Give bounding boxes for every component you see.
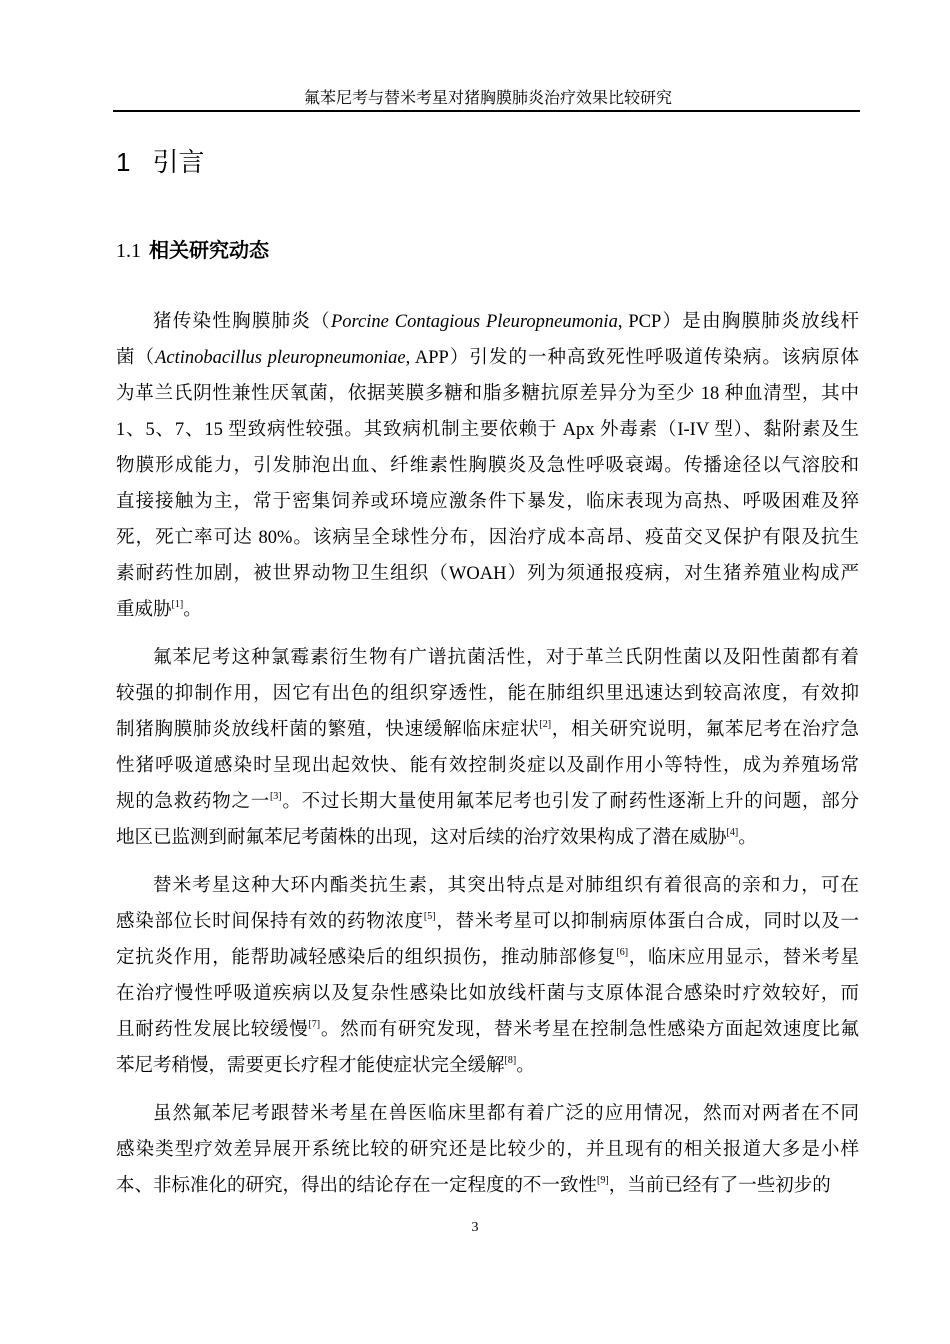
text-line: [116, 376, 859, 412]
text-line: [116, 940, 859, 976]
citation-ref: [9]: [597, 1175, 609, 1186]
page-number: 3: [471, 1220, 479, 1235]
text-run: 为革兰氏阴性兼性厌氧菌，依据荚膜多糖和脂多糖抗原差异分为至少 18 种血清型，其中: [116, 384, 859, 404]
text-run: 性猪呼吸道感染时呈现出起效快、能有效控制炎症以及副作用小等特性，成为养殖场常: [116, 756, 859, 776]
text-line: [116, 304, 859, 340]
text-line: [116, 1096, 859, 1132]
section-title: 相关研究动态: [149, 238, 269, 262]
citation-ref: [2]: [539, 719, 552, 730]
text-run: , APP）引发的一种高致死性呼吸道传染病。该病原体: [405, 348, 859, 368]
text-run: 死，死亡率可达 80%。该病呈全球性分布，因治疗成本高昂、疫苗交叉保护有限及抗生: [116, 528, 859, 548]
text-line: [116, 640, 859, 676]
text-run: 。: [516, 1056, 535, 1076]
section-number: 1.1: [116, 240, 141, 262]
text-line: [116, 904, 859, 940]
citation-ref: [8]: [504, 1055, 517, 1066]
paragraph: [116, 1096, 859, 1204]
text-line: [116, 1132, 859, 1168]
chapter-heading: [116, 145, 204, 180]
chapter-title: 引言: [152, 148, 205, 178]
text-line: [116, 676, 859, 712]
text-line: [116, 592, 859, 628]
text-line: [116, 412, 859, 448]
header-rule: [113, 110, 860, 112]
text-line: [116, 1168, 859, 1204]
text-line: [116, 1048, 859, 1084]
text-run: 定抗炎作用，能帮助减轻感染后的组织损伤，推动肺部修复: [116, 948, 617, 968]
text-run: 制猪胸膜肺炎放线杆菌的繁殖，快速缓解临床症状: [116, 720, 540, 740]
text-line: [116, 1012, 859, 1048]
text-run: 。: [738, 828, 757, 848]
paragraph: [116, 868, 859, 1084]
text-run: 且耐药性发展比较缓慢: [116, 1020, 309, 1040]
italic-term: Porcine Contagious Pleuropneumonia: [330, 312, 618, 332]
text-run: 。: [183, 600, 202, 620]
citation-ref: [4]: [726, 827, 739, 838]
text-run: 替米考星这种大环内酯类抗生素，其突出特点是对肺组织有着很高的亲和力，可在: [153, 876, 859, 896]
section-heading: [116, 236, 269, 265]
chapter-number: 1: [116, 147, 131, 177]
text-line: [116, 784, 859, 820]
text-line: [116, 484, 859, 520]
text-run: 氟苯尼考这种氯霉素衍生物有广谱抗菌活性，对于革兰氏阴性菌以及阳性菌都有着: [153, 648, 859, 668]
paragraph: [116, 304, 859, 628]
text-run: 1、5、7、15 型致病性较强。其致病机制主要依赖于 Apx 外毒素（I-IV 型）、黏附素及生: [116, 420, 859, 440]
text-line: [116, 520, 859, 556]
text-line: [116, 340, 859, 376]
text-run: 在治疗慢性呼吸道疾病以及复杂性感染比如放线杆菌与支原体混合感染时疗效较好，而: [116, 984, 859, 1004]
text-run: 本、非标准化的研究，得出的结论存在一定程度的不一致性: [116, 1176, 598, 1196]
paragraph: [116, 640, 859, 856]
text-run: 猪传染性胸膜肺炎（: [153, 312, 331, 332]
text-run: 规的急救药物之一: [116, 792, 270, 812]
text-line: [116, 448, 859, 484]
text-run: 较强的抑制作用，因它有出色的组织穿透性，能在肺组织里迅速达到较高浓度，有效抑: [116, 684, 859, 704]
text-run: 。然而有研究发现，替米考星在控制急性感染方面起效速度比氟: [320, 1020, 859, 1040]
text-line: [116, 748, 859, 784]
citation-ref: [3]: [269, 791, 282, 802]
citation-ref: [1]: [171, 599, 184, 610]
citation-ref: [6]: [616, 947, 629, 958]
text-run: ，当前已经有了一些初步的: [608, 1176, 831, 1196]
text-run: 虽然氟苯尼考跟替米考星在兽医临床里都有着广泛的应用情况，然而对两者在不同: [153, 1104, 859, 1124]
italic-term: Actinobacillus pleuropneumoniae: [155, 348, 406, 368]
text-run: 菌（: [116, 348, 156, 368]
citation-ref: [5]: [423, 911, 436, 922]
text-line: [116, 976, 859, 1012]
citation-ref: [7]: [308, 1019, 321, 1030]
body-text: [116, 304, 859, 1216]
text-run: 苯尼考稍慢，需要更长疗程才能使症状完全缓解: [116, 1056, 505, 1076]
text-run: 物膜形成能力，引发肺泡出血、纤维素性胸膜炎及急性呼吸衰竭。传播途径以气溶胶和: [116, 456, 859, 476]
text-run: 重威胁: [116, 600, 172, 620]
running-header: 氟苯尼考与替米考星对猪胸膜肺炎治疗效果比较研究: [303, 90, 672, 107]
text-run: 地区已监测到耐氟苯尼考菌株的出现，这对后续的治疗效果构成了潜在威胁: [116, 828, 727, 848]
text-run: 素耐药性加剧，被世界动物卫生组织（WOAH）列为须通报疫病，对生猪养殖业构成严: [116, 564, 859, 584]
text-line: [116, 712, 859, 748]
text-line: [116, 820, 859, 856]
text-run: 直接接触为主，常于密集饲养或环境应激条件下暴发，临床表现为高热、呼吸困难及猝: [116, 492, 859, 512]
text-line: [116, 556, 859, 592]
text-run: , PCP）是由胸膜肺炎放线杆: [617, 312, 859, 332]
text-line: [116, 868, 859, 904]
text-run: ，替米考星可以抑制病原体蛋白合成，同时以及一: [435, 912, 859, 932]
text-run: 。不过长期大量使用氟苯尼考也引发了耐药性逐渐上升的问题，部分: [281, 792, 859, 812]
text-run: 感染部位长时间保持有效的药物浓度: [116, 912, 424, 932]
text-run: 感染类型疗效差异展开系统比较的研究还是比较少的，并且现有的相关报道大多是小样: [116, 1140, 859, 1160]
text-run: ，相关研究说明，氟苯尼考在治疗急: [551, 720, 859, 740]
text-run: ，临床应用显示，替米考星: [628, 948, 859, 968]
